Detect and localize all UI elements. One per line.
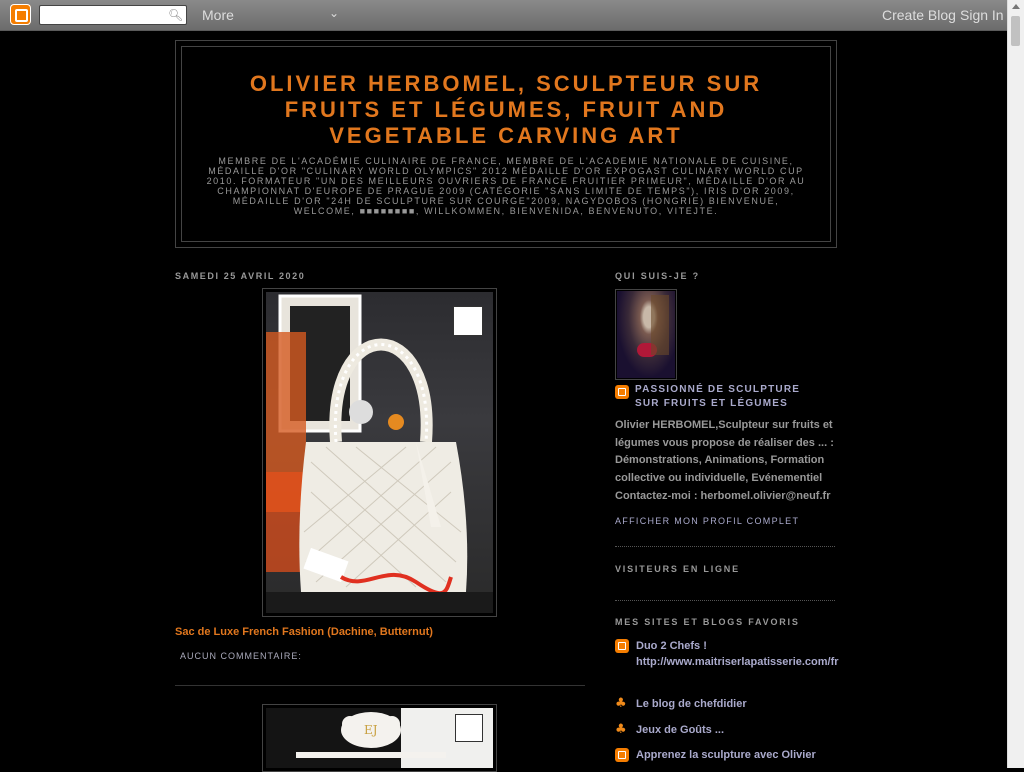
- more-menu[interactable]: More: [202, 7, 234, 23]
- full-profile-link[interactable]: AFFICHER MON PROFIL COMPLET: [615, 516, 800, 526]
- scrollbar[interactable]: [1007, 0, 1024, 768]
- blog-link-apprenez-la-sculpture[interactable]: Apprenez la sculpture avec Olivier: [636, 749, 816, 761]
- blogger-icon: [615, 639, 629, 653]
- sidebar-divider: [615, 546, 835, 547]
- blogs-heading: MES SITES ET BLOGS FAVORIS: [615, 617, 800, 627]
- svg-text:EJ: EJ: [364, 723, 378, 737]
- watermark-logo-icon: [455, 714, 483, 742]
- post-image-link[interactable]: [262, 288, 497, 617]
- second-post-image: [266, 708, 493, 768]
- scrollbar-thumb[interactable]: [1011, 16, 1020, 46]
- visitors-heading: VISITEURS EN LIGNE: [615, 564, 740, 574]
- blog-header: [175, 40, 837, 248]
- profile-name[interactable]: PASSIONNÉ DE SCULPTURE SUR FRUITS ET LÉGUMES: [635, 384, 801, 409]
- post-divider: [175, 685, 585, 686]
- blog-description: MEMBRE DE L'ACADÉMIE CULINAIRE DE FRANCE, MEMBRE DE L'ACADEMIE NATIONALE DE CUISINE, MÉDAILLE D'OR "CULINARY WORLD OLYMPICS" 2012 MÉDAILLE D'OR EXPOGAST CULINARY WORLD CUP 2010. FORMATEUR "UN DES MEILLEURS OUVRIERS DE FRANCE FRUITIER PRIMEUR", MÉDAILLE D'OR AU CHAMPIONNAT D'EUROPE DE PRAGUE 2009 (CATÉGORIE "SANS LIMITE DE TEMPS"), IRIS D'OR 2009, MÉDAILLE D'OR "24H DE SCULPTURE SUR COURGE"2009, NAGYDOBOS (HONGRIE) BIENVENUE, WELCOME, ■■■■■■■■, WILLKOMMEN, BIENVENIDA, BENVENUTO, VITEJTE.: [206, 156, 806, 216]
- watermark-logo-icon: [453, 306, 483, 336]
- search-input[interactable]: [39, 5, 187, 25]
- second-post-image-link[interactable]: [262, 704, 497, 772]
- blog-link-jeux-de-gouts[interactable]: Jeux de Goûts ...: [636, 724, 725, 736]
- blog-link-duo-2-chefs[interactable]: Duo 2 Chefs ! http://www.maitriserlapatisserie.com/fr: [636, 640, 839, 668]
- scroll-up-icon[interactable]: [1012, 4, 1020, 9]
- profile-photo-link[interactable]: [615, 289, 677, 380]
- about-heading: QUI SUIS-JE ?: [615, 271, 700, 281]
- search-icon[interactable]: 🔍︎: [168, 8, 184, 22]
- post-image: [266, 292, 493, 613]
- chevron-down-icon[interactable]: ⌄: [329, 6, 340, 20]
- feed-icon: ♣: [615, 696, 627, 711]
- sign-in-link[interactable]: Sign In: [960, 7, 1004, 23]
- feed-icon: ♣: [615, 722, 627, 737]
- comments-link[interactable]: AUCUN COMMENTAIRE:: [180, 651, 302, 661]
- blogger-icon: [615, 748, 629, 762]
- blog-link-chefdidier[interactable]: Le blog de chefdidier: [636, 698, 747, 710]
- avatar: [617, 291, 675, 378]
- profile-description: Olivier HERBOMEL,Sculpteur sur fruits et légumes vous propose de réaliser des ... : Démonstrations, Animations, Formation collective ou individuelle, Evénementiel Contactez-moi : herbomel.olivier@neuf.fr: [615, 419, 834, 502]
- date-header: SAMEDI 25 AVRIL 2020: [175, 271, 306, 281]
- sidebar-divider: [615, 600, 835, 601]
- blogger-logo-icon[interactable]: [10, 4, 31, 25]
- post-title: Sac de Luxe French Fashion (Dachine, Butternut): [175, 626, 433, 638]
- blogger-navbar: [0, 0, 1008, 31]
- create-blog-link[interactable]: Create Blog: [882, 7, 956, 23]
- blog-title[interactable]: OLIVIER HERBOMEL, SCULPTEUR SUR FRUITS ET LÉGUMES, FRUIT AND VEGETABLE CARVING ART: [249, 71, 763, 148]
- blogger-icon: [615, 385, 629, 399]
- vegetable-handbag-sculpture: [266, 292, 493, 613]
- blog-header-inner: [181, 46, 831, 242]
